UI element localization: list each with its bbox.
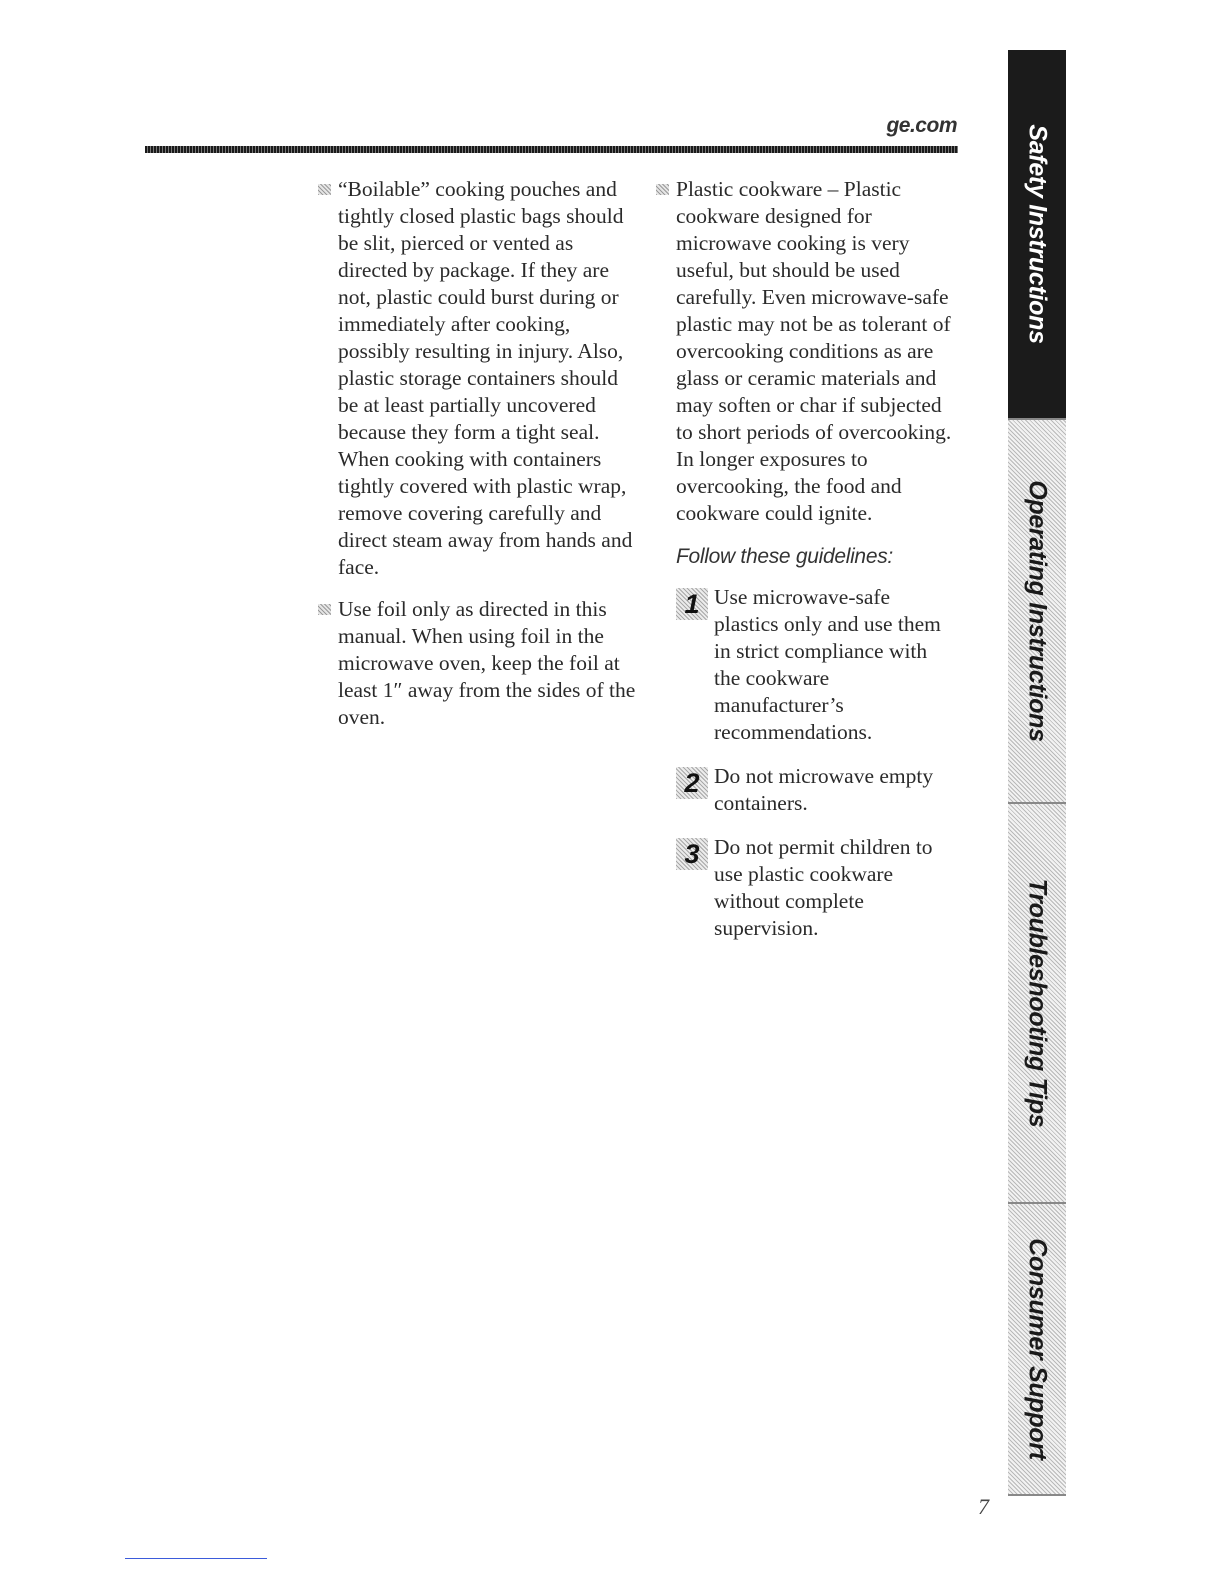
right-column — [656, 176, 956, 959]
left-column — [318, 176, 638, 746]
paragraph: “Boilable” cooking pouches and tightly closed plastic bags should be slit, pierced or vented as directed by package. If they are not, plastic could burst during or immediately after cooking, possibly resulting in injury. Also, plastic storage containers should be at least partially uncovered because they form a tight seal. When cooking with containers tightly covered with plastic wrap, remove covering carefully and direct steam away from hands and face. — [338, 177, 633, 579]
tab-troubleshooting-tips[interactable] — [1008, 804, 1066, 1204]
guideline-step — [656, 834, 956, 942]
list-item — [318, 596, 638, 731]
guideline-step — [656, 763, 956, 817]
list-item — [318, 176, 638, 581]
tab-operating-instructions[interactable] — [1008, 420, 1066, 804]
tab-label: Troubleshooting Tips — [1023, 878, 1052, 1128]
bullet-icon — [318, 184, 331, 195]
tab-consumer-support[interactable] — [1008, 1204, 1066, 1496]
step-number-icon: 2 — [676, 767, 708, 799]
paragraph: Use foil only as directed in this manual. When using foil in the microwave oven, keep the foil at least 1″ away from the sides of the oven. — [338, 597, 636, 729]
tab-label: Operating Instructions — [1023, 480, 1052, 742]
step-number-icon: 3 — [676, 838, 708, 870]
paragraph: Plastic cookware – Plastic cookware designed for microwave cooking is very useful, but should be used carefully. Even microwave-safe plastic may not be as tolerant of overcooking conditions as are glass or ceramic materials and may soften or char if subjected to short periods of overcooking. In longer exposures to overcooking, the food and cookware could ignite. — [676, 177, 952, 525]
step-text: Do not microwave empty containers. — [714, 764, 934, 815]
list-item — [656, 176, 956, 527]
section-tabs — [1008, 50, 1066, 1494]
bullet-icon — [656, 184, 669, 195]
header-rule — [145, 146, 958, 153]
tab-label: Safety Instructions — [1023, 124, 1052, 344]
step-text: Do not permit children to use plastic cookware without complete supervision. — [714, 835, 933, 940]
footer-line — [125, 1558, 267, 1559]
bullet-icon — [318, 604, 331, 615]
site-url: ge.com — [886, 114, 957, 137]
tab-safety-instructions[interactable] — [1008, 50, 1066, 420]
step-number-icon: 1 — [676, 588, 708, 620]
guidelines-heading: Follow these guidelines: — [676, 545, 893, 568]
page-number: 7 — [978, 1494, 989, 1519]
guideline-step — [656, 584, 956, 746]
step-text: Use microwave-safe plastics only and use them in strict compliance with the cookware manufacturer’s recommendations. — [714, 585, 941, 744]
tab-label: Consumer Support — [1023, 1238, 1052, 1460]
